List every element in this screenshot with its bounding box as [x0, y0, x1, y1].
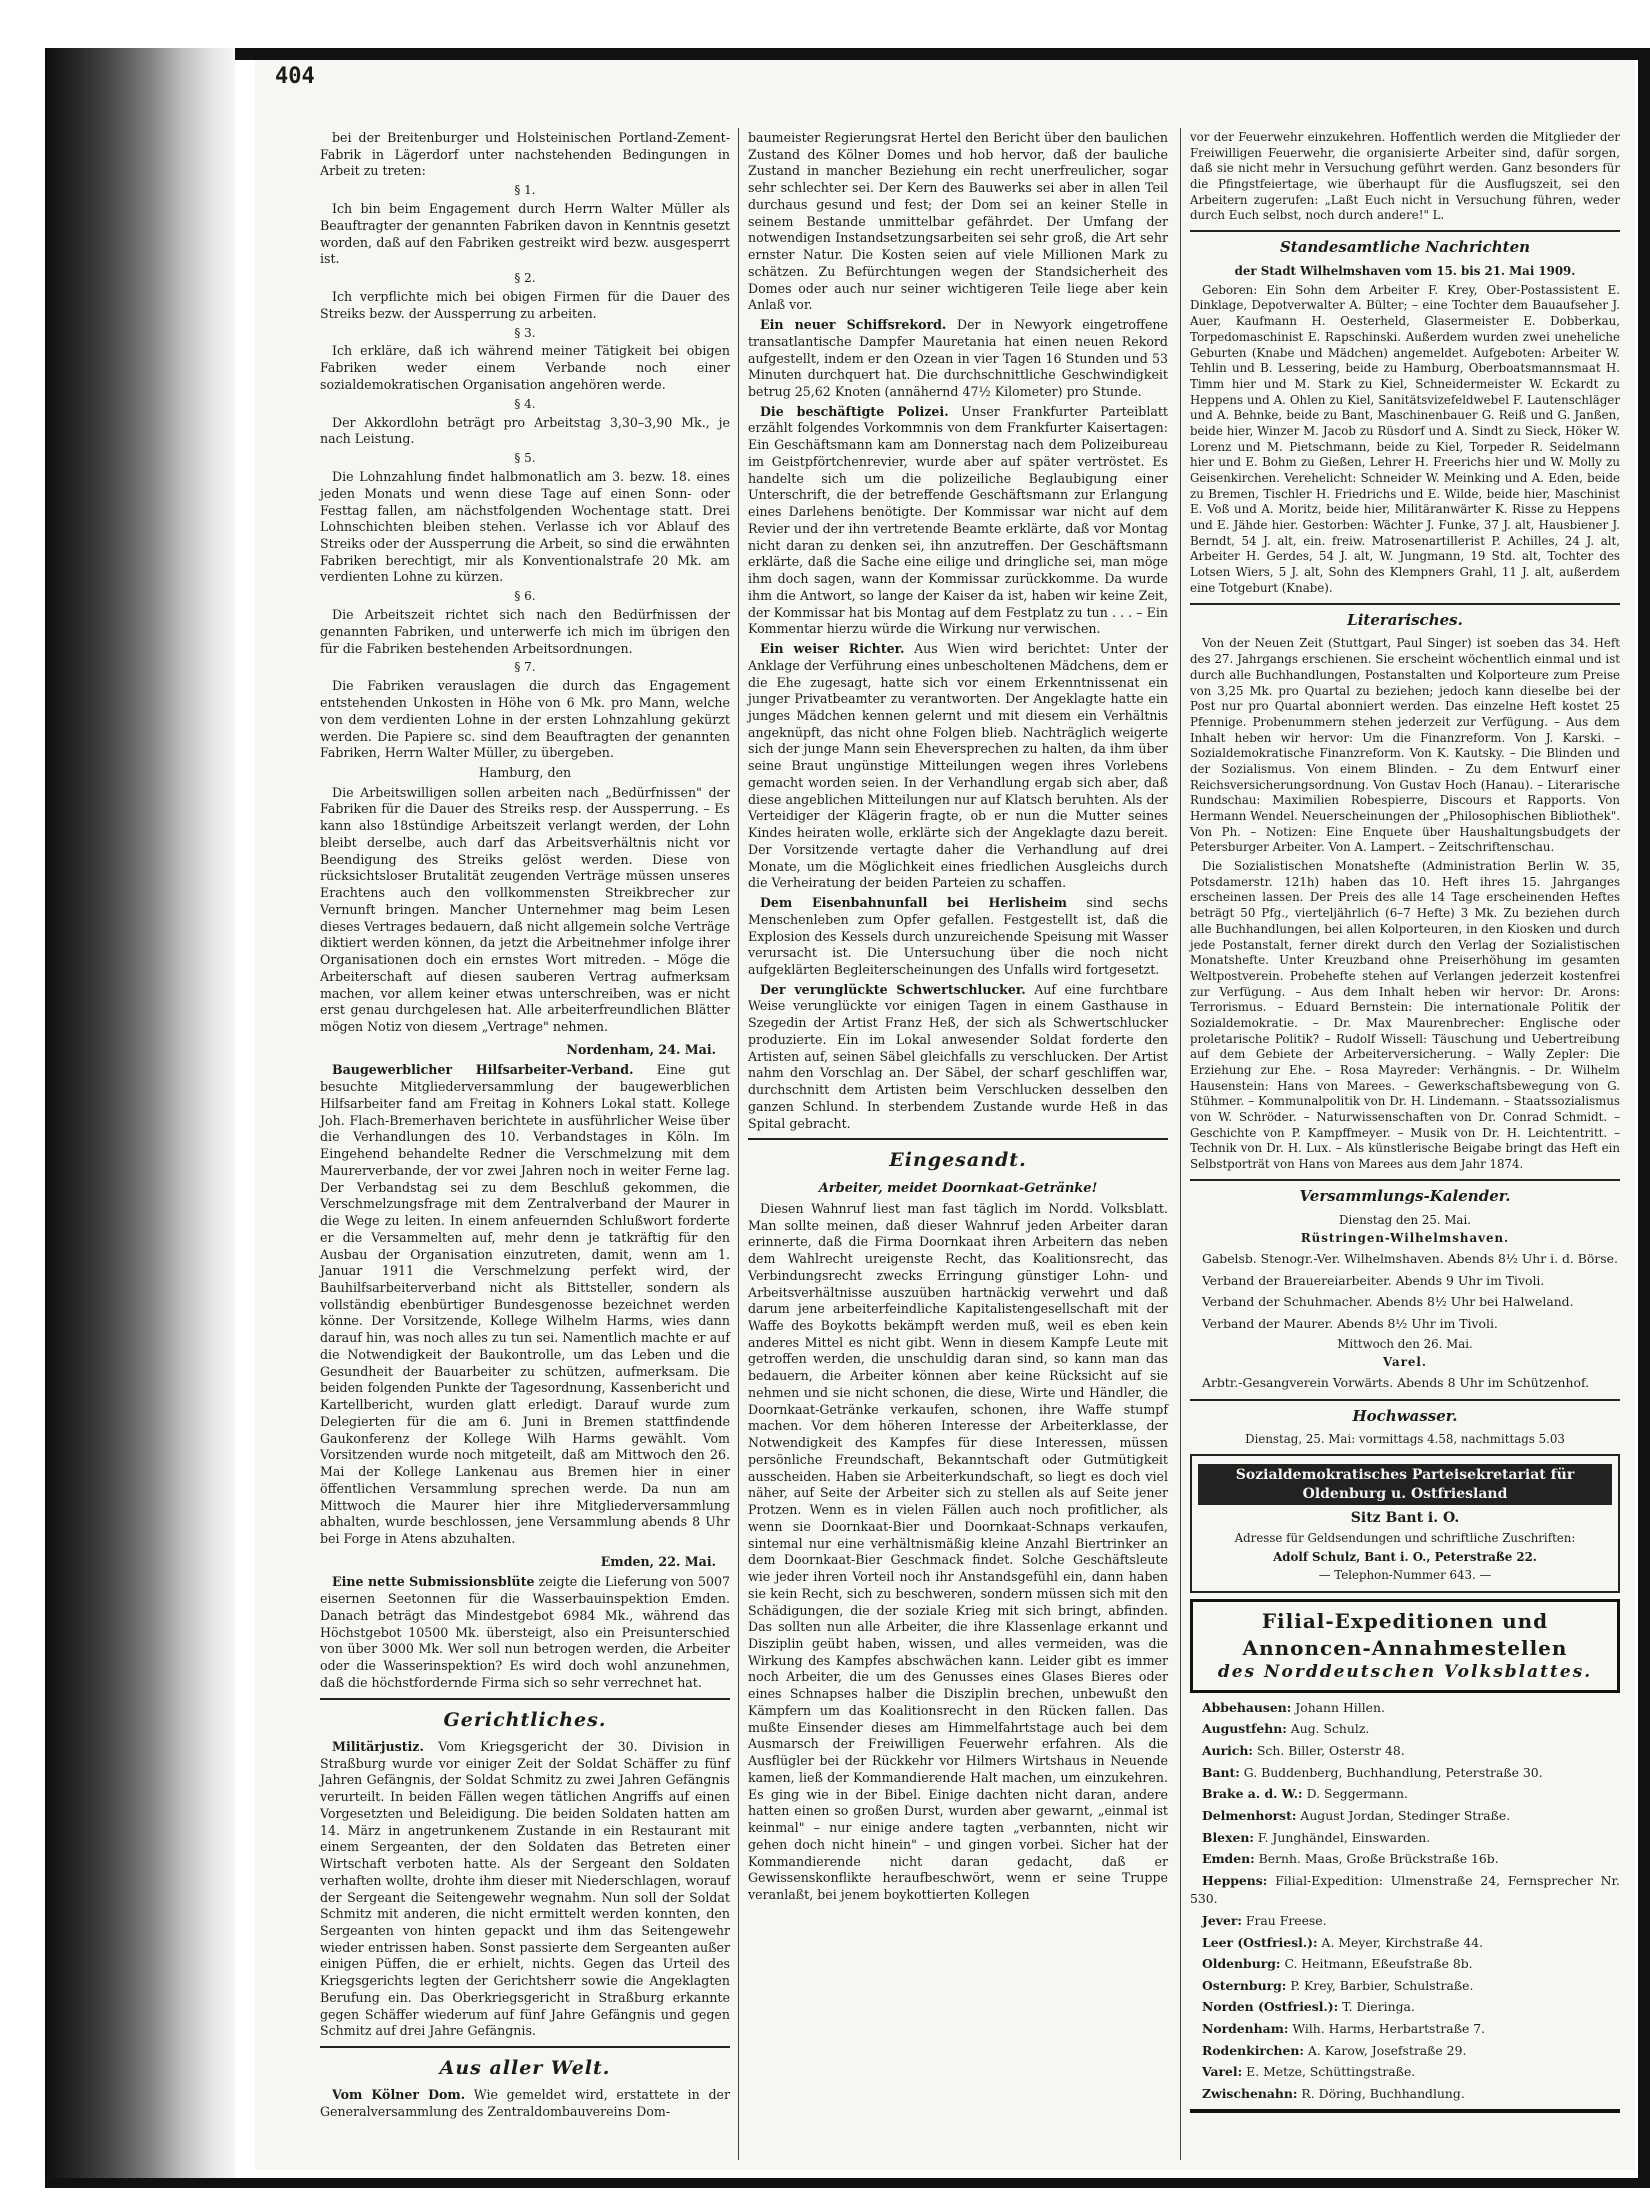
calendar-date: Mittwoch den 26. Mai. [1337, 1336, 1473, 1351]
heading-literarisches: Literarisches. [1347, 610, 1463, 629]
list-item [1190, 1764, 1620, 1783]
clause-text: Die Arbeitszeit richtet sich nach den Bedürfnissen der genannten Fabriken, und unterwerfe ich mich im übrigen den für die Fabriken bestehenden Arbeitsordnungen. [320, 607, 730, 656]
filial-subtitle: des Norddeutschen Volksblattes. [1217, 1662, 1593, 1683]
filial-place: Leer (Ostfriesl.): [1202, 1934, 1318, 1950]
article-body: Unser Frankfurter Parteiblatt erzählt folgendes Vorkommnis von dem Frankfurter Kaisertagen: Ein Geschäftsmann kam am Donnerstag nach dem Polizeibureau im Geistpförtchenrevier, wurde aber auf später vertröstet. Es handelte sich um die polizeiliche Beglaubigung einer Unterschrift, die der betreffende Geschäftsmann zur Erlangung eines Darlehens benötigte. Der Kommissar war nicht auf dem Revier und der ihn vertretende Beamte erklärte, daß vor Montag nicht daran zu denken sei, ihn anzutreffen. Der Geschäftsmann erklärte, daß die Sache eine eilige und dringliche sei, man möge ihm doch sagen, wann der Kommissar zurückkomme. Da wurde ihm die Antwort, so lange der Kaiser da ist, haben wir keine Zeit, der Kommissar hat bis Montag auf dem Festplatz zu tun . . . – Ein Kommentar hierzu würde die Wirkung nur verwischen. [748, 403, 1168, 637]
filial-name: E. Metze, Schüttingstraße. [1246, 2064, 1416, 2080]
filial-place: Bant: [1202, 1764, 1240, 1780]
clause-number: § 1. [514, 183, 536, 198]
clause-number: § 4. [514, 396, 536, 411]
list-item [1190, 1807, 1620, 1826]
filial-place: Jever: [1202, 1912, 1242, 1928]
section-divider [1190, 1399, 1620, 1401]
article-militaerjustiz [320, 1739, 730, 2040]
clause-text: Ich erkläre, daß ich während meiner Tätigkeit bei obigen Fabriken weder einem Verbande noch einer sozialdemokratischen Organisation angehören werde. [320, 343, 730, 392]
article-eisenbahnunfall [748, 895, 1168, 979]
clause-number: § 5. [514, 451, 536, 466]
list-item [1190, 2042, 1620, 2061]
filial-name: Sch. Biller, Osterstr 48. [1256, 1743, 1405, 1759]
article-body: Wie gemeldet wird, erstattete in der Generalversammlung des Zentraldombauvereins Dom- [320, 2087, 730, 2120]
clause-text: Ich bin beim Engagement durch Herrn Walter Müller als Beauftragter der genannten Fabriken davon in Kenntnis gesetzt worden, daß auf den Fabriken gestreikt wird bezw. ausgesperrt ist. [320, 201, 730, 267]
filial-list [1190, 1699, 1620, 2104]
list-item [1190, 1912, 1620, 1931]
article-eingesandt: Diesen Wahnruf liest man fast täglich im Nordd. Volksblatt. Man sollte meinen, daß dieser Wahnruf jeden Arbeiter daran erinnerte, daß die Firma Doornkaat ihren Arbeitern das neben dem Wahlrecht ureigenste Recht, das Koalitionsrecht, das Verbindungsrecht zwecks Erringung günstiger Lohn- und Arbeitsverhältnisse auszuüben hartnäckig verwehrt und daß darum jene arbeiterfeindliche Kapitalistengesellschaft mit der Waffe des Boykotts bekämpft werden muß, weil es eben kein anderes Mittel es nicht gibt. Wenn in diesem Kampfe Leute mit getroffen werden, die unschuldig daran sind, so kann man das bedauern, die Arbeiter können aber keine Rücksicht auf sie nehmen und sie nicht schonen, die diese, Wirte und Händler, die Doornkaat-Getränke verkaufen, schonen, ihre Waffe stumpf machen. Vor dem höheren Interesse der Arbeiterklasse, der Notwendigkeit des Kampfes für diese Interessen, müssen persönliche Freundschaft, Bekanntschaft oder Gutmütigkeit ausscheiden. Haben sie Arbeiterkundschaft, so liegt es doch viel näher, auf Seite der Arbeiter sich zu stellen als auf Seite jener Protzen. Wenn es in vielen Fällen auch noch profitlicher, als wenn sie Doornkaat-Bier und Doornkaat-Schnaps verkaufen, sintemal nur eine verhältnismäßig kleine Anzahl Biertrinker an dem Doornkaat-Bier Geschmack findet. Solche Geschäftsleute wie jeder ihren Vorteil noch ihr Anstandsgefühl ein, dann haben sie kein Recht, sich zu beschweren, sondern müssen sich mit den Schädigungen, die der soziale Krieg mit sich bringt, abfinden. Das sollten nun alle Arbeiter, die ihre Klassenlage erkannt und Disziplin geübt haben, wissen, und alles vermeiden, was die Wirkung des Kampfes abschwächen kann. Leider gibt es immer noch Arbeiter, die um des Genusses eines Glases Bieres oder eines Schnapses halber die Disziplin brechen, unbewußt den Kämpfern um das Koalitionsrecht in den Rücken fallen. Das mußte Einsender dieses am Himmelfahrtstage auch bei dem Ausmarsch der Freiwilligen Feuerwehr erfahren. Als die Ausflügler bei der Rückkehr vor Hilmers Wirtshaus in Neuende kamen, ließ der Kommandierende Halt machen, um einzukehren. Es ging wie in der Bibel. Einige dachten nicht daran, andere hatten einen so großen Durst, wurden aber gewarnt, „einmal ist keinmal" – nur einige andere tagten „verbannten, nicht wir gehen doch nicht hinein" – und gingen vorbei. Sicher hat der Kommandierende nicht daran gedacht, daß er Gewissenskonflikte heraufbeschwört, wenn er seine Truppe veranlaßt, bei jenem boykottierten Kollegen [748, 1200, 1168, 1902]
eingesandt-subheading: Arbeiter, meidet Doornkaat-Getränke! [818, 1180, 1098, 1196]
standesamt-entries: Geboren: Ein Sohn dem Arbeiter F. Krey, Ober-Postassistent E. Dinklage, Depotverwalter A. Bülter; – eine Tochter dem Bauaufseher J. Auer, Kaufmann H. Oesterheld, Glasermeister E. Dobberkau, Torpedomaschinist E. Rapschinski. Außerdem wurden zwei uneheliche Geburten (Knabe und Mädchen) angemeldet. Aufgeboten: Arbeiter W. Tehlin und B. Lessering, beide zu Hamburg, Oberboatsmannsmaat H. Timm hier und M. Stark zu Kiel, Schneidermeister W. Eckardt zu Heppens und A. Ohlen zu Kiel, Sanitätsvizefeldwebel F. Lautenschläger und A. Behnke, beide zu Bant, Maschinenbauer G. Reiß und G. Janßen, beide hier, Winzer M. Jacob zu Rüsdorf und A. Sindt zu Sieck, Höker W. Lorenz und M. Pietschmann, beide zu Kiel, Torpeder R. Seidelmann hier und E. Bohm zu Gießen, Lehrer H. Freerichs hier und W. Molly zu Geisenkirchen. Verehelicht: Schneider W. Meinking und A. Eden, beide zu Bremen, Tischler H. Friedrichs und E. Wilde, beide hier, Maschinist E. Voß und A. Moritz, beide hier, Militäranwärter K. Risse zu Heppens und E. Jähde hier. Gestorben: Wächter J. Funke, 37 J. alt, Hausbiener J. Berndt, 54 J. alt, ein. freiw. Matrosenartillerist P. Achilles, 24 J. alt, Arbeiter H. Gerdes, 54 J. alt, W. Jungmann, 19 Std. alt, Tochter des Lotsen Wiers, 5 J. alt, Sohn des Klempners Grahl, 11 J. alt, außerdem eine Totgeburt (Knabe). [1190, 282, 1620, 595]
list-item [1190, 1829, 1620, 1848]
list-item [1190, 1742, 1620, 1761]
filial-name: Wilh. Harms, Herbartstraße 7. [1292, 2021, 1486, 2036]
heading-aus-aller-welt: Aus aller Welt. [439, 2057, 611, 2080]
bottom-divider [1190, 2109, 1620, 2113]
list-item [1190, 1934, 1620, 1953]
clause-number: § 7. [514, 660, 536, 675]
column-rule-2 [1180, 128, 1181, 2160]
sekretariat-address: Adolf Schulz, Bant i. O., Peterstraße 22. [1273, 1549, 1537, 1564]
filial-name: F. Junghändel, Einswarden. [1257, 1829, 1431, 1845]
section-divider [1190, 230, 1620, 232]
filial-name: R. Döring, Buchhandlung. [1301, 2085, 1465, 2101]
clause-text: Die Lohnzahlung findet halbmonatlich am 3. bezw. 18. eines jeden Monats und wenn diese Tage auf einen Sonn- oder Festtag fallen, am nächstfolgenden Wochentage statt. Drei Lohnschichten bleiben stehen. Verlasse ich vor Ablauf des Streiks oder der Aussperrung die Arbeit, so sind die erwähnten Fabriken berechtigt, mir als Konventionalstrafe 20 Mk. am verdienten Lohne zu kürzen. [320, 469, 730, 585]
contract-commentary: Die Arbeitswilligen sollen arbeiten nach „Bedürfnissen" der Fabriken für die Dauer des Streiks resp. der Aussperrung. – Es kann also 18stündige Arbeitszeit verlangt werden, der Lohn bleibt derselbe, auch darf das Arbeitsverhältnis nicht vor Beendigung des Streiks gelöst werden. Diese von rücksichtsloser Brutalität zeugenden Verträge müssen unseres Erachtens auch den vollkommensten Streikbrecher zur Vernunft bringen. Mancher Unternehmer mag beim Lesen dieses Vertrages bedauern, daß nicht allgemein solche Verträge diktiert werden können, da jetzt die Arbeitnehmer infolge ihrer Organisationen doch ein ernstes Wort mitreden. – Möge die Arbeiterschaft auf diesen sauberen Vertrag aufmerksam machen, vor allem keiner etwas unterschreiben, was er nicht erst genau durchgelesen hat. Alle arbeiterfreundlichen Blätter mögen Notiz von diesem „Vertrage" nehmen. [320, 784, 730, 1034]
article-lead: Vom Kölner Dom. [332, 2087, 466, 2103]
book-spine [45, 48, 235, 2178]
list-item [1190, 2063, 1620, 2082]
list-item [1190, 1977, 1620, 1996]
calendar-entry: Arbtr.-Gesangverein Vorwärts. Abends 8 Uhr im Schützenhof. [1202, 1374, 1590, 1390]
section-divider [1190, 1179, 1620, 1181]
standesamt-subheading: der Stadt Wilhelmshaven vom 15. bis 21. Mai 1909. [1234, 264, 1576, 279]
filial-place: Emden: [1202, 1851, 1255, 1867]
article-schwertschlucker [748, 982, 1168, 1133]
filial-place: Zwischenahn: [1202, 2085, 1298, 2101]
filial-place: Rodenkirchen: [1202, 2042, 1304, 2058]
clause-text: Die Fabriken verauslagen die durch das Engagement entstehenden Unkosten in Höhe von 6 Mk. pro Mann, welche von dem verdienten Lohne in der ersten Lohnzahlung gekürzt werden. Die Papiere sc. sind dem Beauftragten der genannten Fabriken, Herrn Walter Müller, zu übergeben. [320, 678, 730, 761]
calendar-entry: Gabelsb. Stenogr.-Ver. Wilhelmshaven. Abends 8½ Uhr i. d. Börse. [1202, 1251, 1618, 1267]
calendar-place: Rüstringen-Wilhelmshaven. [1300, 1231, 1510, 1246]
filial-place: Heppens: [1202, 1872, 1268, 1888]
article-body: sind sechs Menschenleben zum Opfer gefallen. Festgestellt ist, daß die Explosion des Kessels durch unzureichende Speisung mit Wasser verursacht ist. Die Untersuchung über die noch nicht aufgeklärten Begleiterscheinungen des Unfalls wird fortgesetzt. [748, 895, 1168, 977]
sekretariat-box [1190, 1454, 1620, 1593]
filial-name: Aug. Schulz. [1290, 1721, 1370, 1737]
lit-neue-zeit: Von der Neuen Zeit (Stuttgart, Paul Singer) ist soeben das 34. Heft des 27. Jahrgangs erschienen. Sie erscheint wöchentlich einmal und ist durch alle Buchhandlungen, Postanstalten und Kolporteure zum Preise von 3,25 Mk. pro Quartal zu beziehen; jedoch kann dieselbe bei der Post nur pro Quartal abonniert werden. Das einzelne Heft kostet 25 Pfennige. Probenummern stehen jederzeit zur Verfügung. – Aus dem Inhalt heben wir hervor: Um die Finanzreform. Von J. Karski. – Sozialdemokratische Finanzreform. Von K. Kautsky. – Die Blinden und der Sozialismus. Von einem Blinden. – Zu dem Entwurf einer Reichsversicherungsordnung. Von Gustav Hoch (Hanau). – Literarische Rundschau: Maximilien Robespierre, Discours et Rapports. Von Hermann Wendel. Neuerscheinungen der „Philosophischen Bibliothek". Von Ph. – Notizen: Eine Enquete über Haushaltungsbudgets der Petersburger Arbeiter. Von A. Lampert. – Zeitschriftenschau. [1190, 636, 1620, 855]
dateline-emden: Emden, 22. Mai. [600, 1553, 716, 1569]
sekretariat-seat: Sitz Bant i. O. [1350, 1510, 1460, 1527]
list-item [1190, 1850, 1620, 1869]
bottom-border [45, 2178, 1650, 2188]
article-koelner-dom [320, 2087, 730, 2120]
clause-number: § 2. [514, 271, 536, 286]
filial-name: Bernh. Maas, Große Brückstraße 16b. [1258, 1851, 1499, 1867]
calendar-date: Dienstag den 25. Mai. [1339, 1212, 1471, 1227]
article-body: Eine gut besuchte Mitgliederversammlung der baugewerblichen Hilfsarbeiter fand am Freitag in Kohners Lokal statt. Kollege Joh. Flach-Bremerhaven berichtete in ausführlicher Weise über die Verhandlungen des 10. Verbandstages in Köln. Im Eingehend behandelte Redner die Verschmelzung mit dem Maurerverbande, der vor zwei Jahren noch in weiter Ferne lag. Der Verbandstag sei zu dem Beschluß gekommen, die Verschmelzungsfrage mit dem Zentralverband der Maurer in die Wege zu leiten. In einem anfeuernden Schlußwort forderte er die Versammelten auf, mehr denn je tatkräftig für den Ausbau der Organisation einzutreten, damit, wenn am 1. Januar 1911 die Verschmelzung perfekt wird, der Bauhilfsarbeiterverband nicht als Bittsteller, sondern als vollständig ebenbürtiger Bundesgenosse bezeichnet werden könne. Der Vorsitzende, Kollege Wilhelm Harms, wies dann darauf hin, was noch alles zu tun sei. Namentlich machte er auf die Notwendigkeit der Baukontrolle, um das Leben und die Gesundheit der Bauarbeiter zu schützen, aufmerksam. Die beiden folgenden Punkte der Tagesordnung, Kassenbericht und Kartellbericht, wurden glatt erledigt. Darauf wurde zum Delegierten für die am 6. Juni in Bremen stattfindende Gaukonferenz der Kollege Wilh Harms gewählt. Vom Vorsitzenden wurde noch mitgeteilt, daß am Mittwoch den 26. Mai der Kollege Lankenau aus Bremen hier in einer öffentlichen Versammlung sprechen werde. Da nun am Mittwoch die Maurer hier ihre Mitgliederversammlung abhalten, wurde beschlossen, jene Versammlung abends 8 Uhr bei Forge in Atens abzuhalten. [320, 1062, 730, 1547]
clause-text: Der Akkordlohn beträgt pro Arbeitstag 3,30–3,90 Mk., je nach Leistung. [320, 414, 730, 447]
heading-eingesandt: Eingesandt. [889, 1149, 1027, 1172]
list-item [1190, 1872, 1620, 1909]
list-item [1190, 1699, 1620, 1718]
page-number: 404 [275, 64, 315, 89]
calendar-place: Varel. [1382, 1355, 1428, 1370]
article-dom-continued: baumeister Regierungsrat Hertel den Bericht über den baulichen Zustand des Kölner Domes und hob hervor, daß der bauliche Zustand in mancher Beziehung ein recht unerfreulicher, sogar sehr schlechter sei. Der Kern des Bauwerks sei aber in allen Teil durchaus gesund und fest; der Dom sei an keiner Stelle in seinem Bestande unmittelbar gefährdet. Der Umfang der notwendigen Instandsetzungsarbeiten sei sehr groß, die Art sehr ernster Natur. Die Kosten seien auf viele Millionen Mark zu schätzen. Zu Befürchtungen wegen der Standsicherheit des Domes oder auch nur seiner wichtigeren Teile liege aber kein Anlaß vor. [748, 130, 1168, 313]
lit-monatshefte: Die Sozialistischen Monatshefte (Administration Berlin W. 35, Potsdamerstr. 121h) haben das 10. Heft ihres 15. Jahrganges erscheinen lassen. Der Preis des alle 14 Tage erscheinenden Heftes beträgt 50 Pfg., vierteljährlich (6–7 Hefte) 3 Mk. Zu beziehen durch alle Buchhandlungen, bei allen Kolporteuren, in den Kiosken und durch jede Postanstalt, ferner direkt durch den Verlag der Sozialistischen Monatshefte. Unter Kreuzband ohne Preiserhöhung im gesamten Weltpostverein. Probehefte stehen auf Verlangen jederzeit kostenfrei zur Verfügung. – Aus dem Inhalt heben wir hervor: Dr. Arons: Terrorismus. – Eduard Bernstein: Die internationale Politik der Sozialdemokratie. – Dr. Max Maurenbrecher: Englische oder proletarische Politik? – Rudolf Wissell: Täuschung und Uebertreibung auf dem Gebiete der Arbeiterversicherung. – Wally Zepler: Die Erziehung zur Ehe. – Rosa Mayreder: Verhängnis. – Dr. Wilhelm Hausenstein: Hans von Marees. – Gewerkschaftsbewegung von G. Stühmer. – Kommunalpolitik von Dr. H. Lindemann. – Staatssozialismus von W. Schröder. – Naturwissenschaften von Dr. Conrad Schmidt. – Geschichte von P. Kampffmeyer. – Musik von Dr. H. Leichtentritt. – Technik von Dr. H. Lux. – Als künstlerische Beigabe bringt das Heft ein Selbstporträt von Hans von Marees aus dem Jahr 1874. [1190, 859, 1620, 1172]
top-border [45, 48, 1650, 60]
clause-text: Ich verpflichte mich bei obigen Firmen für die Dauer des Streiks bezw. der Aussperrung zu arbeiten. [320, 289, 730, 321]
section-divider [320, 2046, 730, 2048]
list-item [1190, 1998, 1620, 2017]
filial-place: Oldenburg: [1202, 1956, 1281, 1972]
filial-place: Brake a. d. W.: [1202, 1786, 1303, 1802]
section-divider [320, 1698, 730, 1700]
column-3 [1190, 130, 1620, 2113]
article-lead: Die beschäftigte Polizei. [760, 403, 949, 419]
filial-place: Abbehausen: [1202, 1699, 1292, 1715]
article-bauhilfsarbeiter [320, 1062, 730, 1547]
filial-place: Aurich: [1202, 1743, 1253, 1759]
list-item [1190, 1785, 1620, 1804]
filial-place: Norden (Ostfriesl.): [1202, 1999, 1339, 2015]
contract-clauses [320, 183, 730, 762]
heading-versammlungskalender: Versammlungs-Kalender. [1299, 1186, 1511, 1205]
heading-gerichtliches: Gerichtliches. [443, 1708, 607, 1731]
sekretariat-address-label: Adresse für Geldsendungen und schriftliche Zuschriften: [1234, 1531, 1576, 1545]
column-2 [748, 130, 1168, 1907]
filial-title: Filial-Expeditionen und Annoncen-Annahmestellen [1242, 1609, 1568, 1660]
right-border [1638, 48, 1650, 2188]
article-lead: Ein weiser Richter. [760, 641, 905, 657]
column-1 [320, 130, 730, 2124]
filial-place: Varel: [1202, 2064, 1243, 2080]
filial-name: Johann Hillen. [1295, 1699, 1385, 1715]
list-item [1190, 1955, 1620, 1974]
list-item [1190, 2020, 1620, 2039]
column-rule-1 [738, 128, 739, 2160]
filial-box [1190, 1599, 1620, 1693]
filial-name: Filial-Expedition: Ulmenstraße 24, Fernsprecher Nr. 530. [1190, 1872, 1620, 1907]
calendar-entry: Verband der Brauereiarbeiter. Abends 9 Uhr im Tivoli. [1202, 1272, 1545, 1288]
filial-place: Osternburg: [1202, 1977, 1287, 1993]
article-body: zeigte die Lieferung von 5007 eisernen Seetonnen für die Wasserbauinspektion Emden. Danach beträgt das Mindestgebot 6984 Mk., während das Höchstgebot 10500 Mk. übersteigt, also ein Preisunterschied von über 3000 Mk. Wer soll nun betrogen werden, die Arbeiter oder die Wasserinspektion? Es wird doch wohl anzunehmen, daß die höchstfordernde Firma sich so sehr verrechnet hat. [320, 1574, 730, 1690]
filial-name: August Jordan, Stedinger Straße. [1300, 1807, 1511, 1823]
heading-standesamt: Standesamtliche Nachrichten [1279, 238, 1531, 257]
filial-place: Augustfehn: [1202, 1721, 1287, 1737]
filial-place: Delmenhorst: [1202, 1807, 1297, 1823]
hochwasser-times: Dienstag, 25. Mai: vormittags 4.58, nachmittags 5.03 [1245, 1432, 1565, 1447]
sekretariat-phone: — Telephon-Nummer 643. — [1318, 1568, 1492, 1583]
filial-name: A. Karow, Josefstraße 29. [1307, 2042, 1467, 2058]
filial-name: Frau Freese. [1245, 1912, 1327, 1928]
signature-place: Hamburg, den [478, 764, 572, 780]
article-lead: Eine nette Submissionsblüte [332, 1574, 535, 1590]
calendar-entry: Verband der Schuhmacher. Abends 8½ Uhr bei Halweland. [1202, 1294, 1574, 1310]
article-polizei [748, 404, 1168, 638]
article-schiffsrekord [748, 317, 1168, 401]
article-lead: Militärjustiz. [332, 1738, 424, 1754]
dateline-nordenham: Nordenham, 24. Mai. [566, 1041, 716, 1057]
sekretariat-title: Sozialdemokratisches Parteisekretariat für Oldenburg u. Ostfriesland [1198, 1464, 1612, 1505]
heading-hochwasser: Hochwasser. [1352, 1406, 1458, 1425]
filial-name: D. Seggermann. [1306, 1786, 1408, 1802]
article-body: Der in Newyork eingetroffene transatlantische Dampfer Mauretania hat einen neuen Rekord aufgestellt, indem er den Ozean in vier Tagen 16 Stunden und 53 Minuten durchquert hat. Die durchschnittliche Geschwindigkeit betrug 25,62 Knoten (annähernd 47½ Kilometer) pro Stunde. [748, 317, 1168, 400]
filial-name: A. Meyer, Kirchstraße 44. [1321, 1934, 1484, 1950]
clause-number: § 3. [514, 325, 536, 340]
filial-name: T. Dieringa. [1342, 1999, 1415, 2015]
list-item [1190, 2085, 1620, 2104]
filial-name: G. Buddenberg, Buchhandlung, Peterstraße 30. [1243, 1764, 1543, 1780]
article-lead: Ein neuer Schiffsrekord. [760, 317, 947, 333]
filial-name: P. Krey, Barbier, Schulstraße. [1290, 1977, 1474, 1993]
clause-number: § 6. [514, 589, 536, 604]
section-divider [748, 1138, 1168, 1140]
article-body: Auf eine furchtbare Weise verunglückte vor einigen Tagen in einem Gasthause in Szegedin der Artist Franz Heß, der sich als Schwertschlucker produzierte. Ein im Lokal anwesender Soldat forderte den Artisten auf, seinen Säbel gleichfalls zu verschlucken. Der Artist nahm den Vorschlag an. Der Säbel, der scharf geschliffen war, durchschnitt dem Artisten beim Verschlucken desselben den ganzen Schlund. In sterbendem Zustande wurde Heß in das Spital gebracht. [748, 981, 1168, 1131]
article-lead: Baugewerblicher Hilfsarbeiter-Verband. [332, 1062, 634, 1078]
article-submission [320, 1574, 730, 1691]
filial-place: Nordenham: [1202, 2021, 1289, 2036]
article-feuerwehr-continued: vor der Feuerwehr einzukehren. Hoffentlich werden die Mitglieder der Freiwilligen Feuerwehr, die organisierte Arbeiter sind, dafür sorgen, daß sie nicht mehr in Versuchung geführt werden. Ganz besonders für die Pfingstfeiertage, wie überhaupt für die Ausflugszeit, sei den Arbeitern zugerufen: „Laßt Euch nicht in Versuchung führen, weder durch Euch selbst, noch durch andere!" L. [1190, 130, 1620, 223]
calendar-entry: Verband der Maurer. Abends 8½ Uhr im Tivoli. [1202, 1315, 1498, 1331]
article-body: Aus Wien wird berichtet: Unter der Anklage der Verführung eines unbescholtenen Mädchens, dem er die Ehe zugesagt, hatte sich vor einem Erkenntnissenat ein junger Privatbeamter zu verantworten. Der Angeklagte hatte ein junges Mädchen kennen gelernt und mit diesem ein Verhältnis angeknüpft, das nicht ohne Folgen blieb. Nachträglich weigerte sich der junge Mann sein Eheversprechen zu halten, da ihm über seine Braut ungünstige Mitteilungen wegen ihres Vorlebens gemacht worden seien. In der Verhandlung ergab sich aber, daß diese angeblichen Mitteilungen nur auf Klatsch beruhten. Als der Verteidiger der Klägerin fragte, ob er nun die Mutter seines Kindes heiraten wolle, erklärte sich der Angeklagte dazu bereit. Der Vorsitzende vertagte daher die Verhandlung auf drei Monate, um die Möglichkeit eines friedlichen Ausgleichs durch die Verheiratung der beiden Parteien zu schaffen. [748, 641, 1168, 891]
filial-name: C. Heitmann, Eßeufstraße 8b. [1284, 1956, 1473, 1972]
list-item [1190, 1720, 1620, 1739]
article-lead: Dem Eisenbahnunfall bei Herlisheim [760, 895, 1068, 911]
section-divider [1190, 603, 1620, 605]
contract-intro: bei der Breitenburger und Holsteinischen Portland-Zement-Fabrik in Lägerdorf unter nachstehenden Bedingungen in Arbeit zu treten: [320, 130, 730, 179]
article-body: Vom Kriegsgericht der 30. Division in Straßburg wurde vor einiger Zeit der Soldat Schäffer zu fünf Jahren Gefängnis, der Soldat Schmitz zu zwei Jahren Gefängnis verurteilt. In beiden Fällen wegen tätlichen Angriffs auf einen Vorgesetzten und Beleidigung. Die beiden Soldaten hatten am 14. März in angetrunkenem Zustande in ein Restaurant mit einem Sergeanten, der den Soldaten das Betreten einer Wirtschaft verboten hatte. Als der Sergeant den Soldaten verhaften wollte, drohte ihm dieser mit Niederschlagen, worauf der Sergeant die Seitengewehr wegnahm. Nun soll der Soldat Schmitz mit anderen, die nicht ermittelt werden konnten, den Sergeanten von hinten gepackt und ihm das Seitengewehr wieder entrissen haben. Sonst passierte dem Sergeanten außer einigen Püffen, die er erhielt, nichts. Gegen das Urteil des Kriegsgerichts legten der Gerichtsherr sowie die Angeklagten Berufung ein. Das Oberkriegsgericht in Straßburg erkannte gegen Schäffer wiederum auf fünf Jahre Gefängnis und gegen Schmitz auf drei Jahre Gefängnis. [320, 1738, 730, 2039]
article-richter [748, 641, 1168, 892]
filial-place: Blexen: [1202, 1829, 1254, 1845]
article-lead: Der verunglückte Schwertschlucker. [760, 981, 1026, 997]
